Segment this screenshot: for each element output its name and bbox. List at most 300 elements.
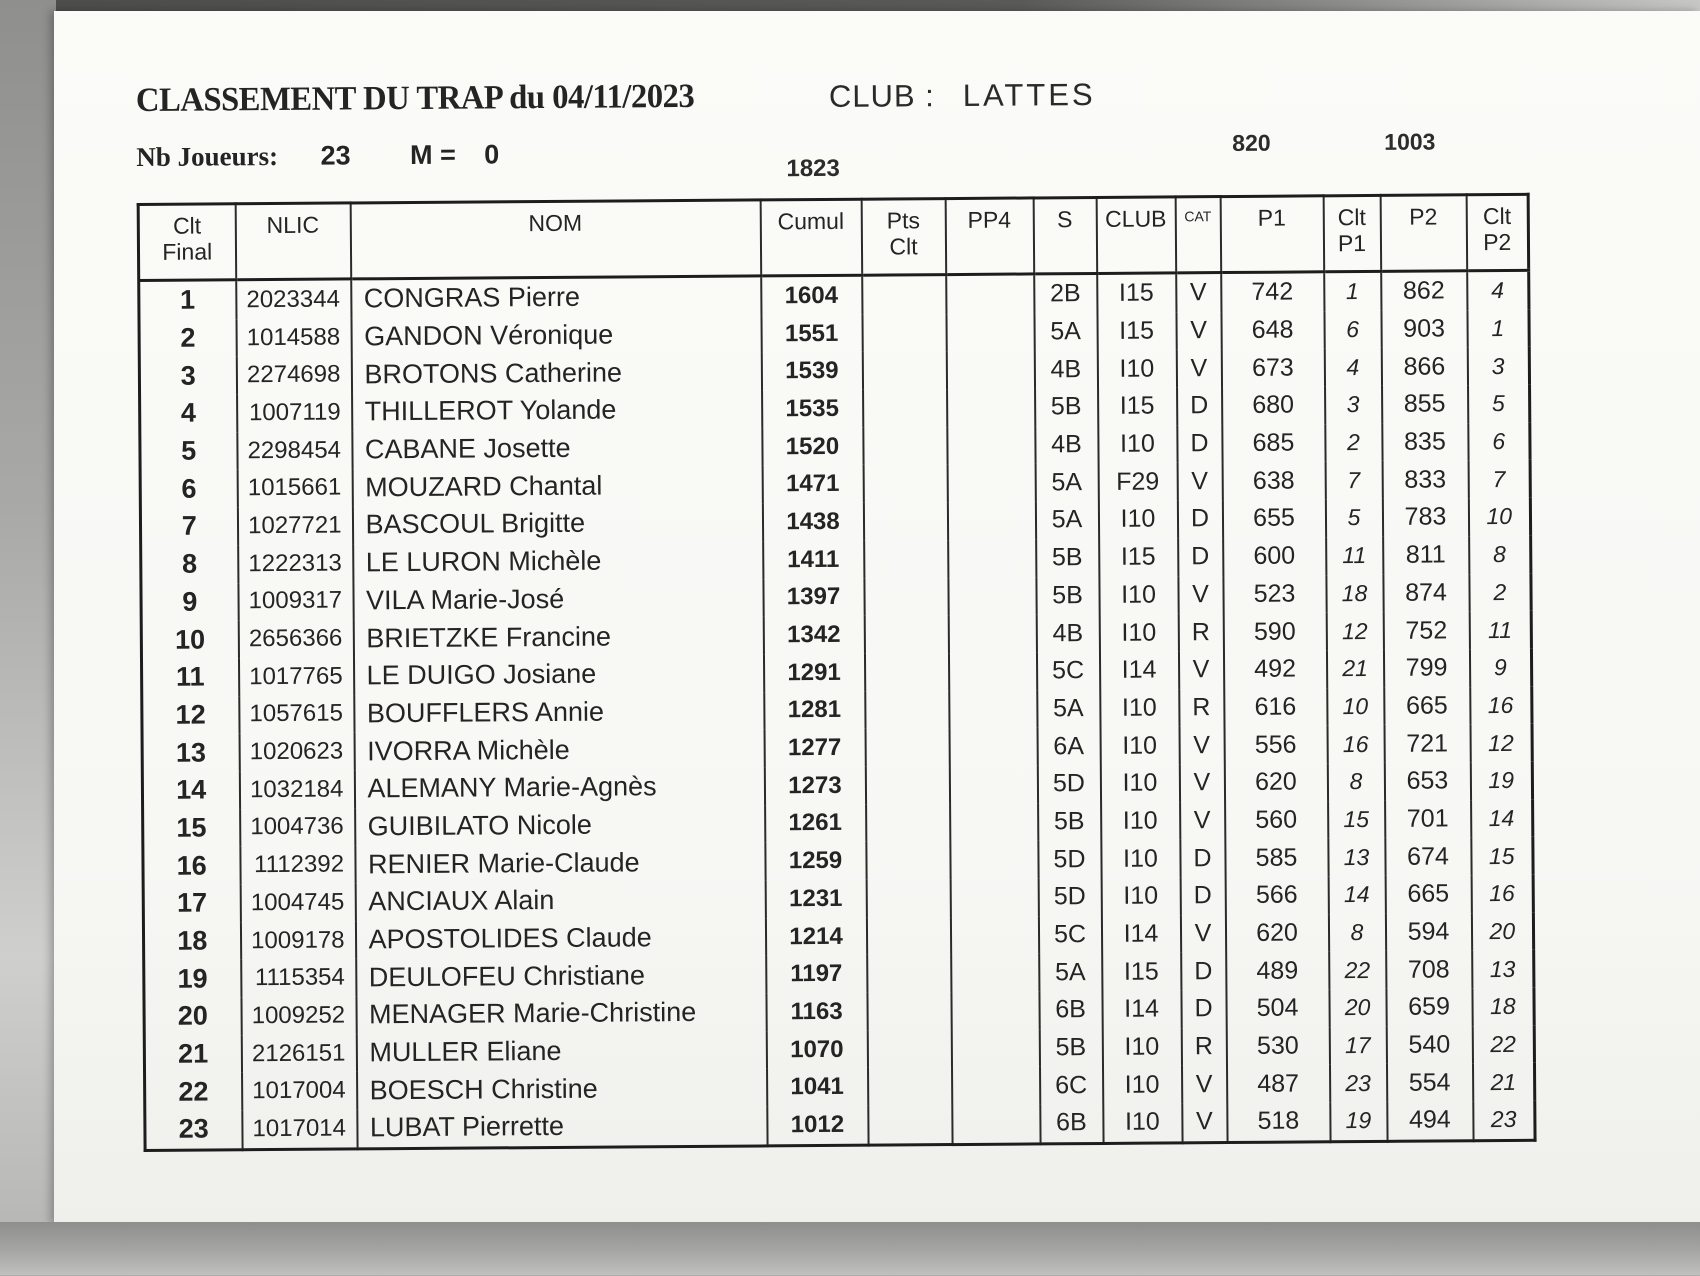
cell-p1: 492 [1223, 650, 1326, 688]
cell-p1: 638 [1222, 462, 1325, 500]
cell-clt-final: 7 [140, 507, 237, 545]
cell-pp4 [952, 1067, 1040, 1105]
cell-cat: R [1178, 613, 1223, 651]
cell-clt-final: 16 [143, 847, 240, 885]
column-header-p1: P1 [1220, 196, 1324, 273]
cell-nlic: 1007119 [237, 394, 352, 433]
cell-p1: 504 [1226, 989, 1329, 1027]
cell-p2: 494 [1387, 1101, 1473, 1141]
cell-club: I10 [1101, 840, 1180, 878]
cell-clt-final: 19 [144, 960, 241, 998]
players-label: Nb Joueurs: [136, 140, 279, 173]
table-body [139, 270, 1535, 1150]
cell-club: I10 [1103, 1104, 1182, 1144]
cell-cumul: 1070 [766, 1030, 867, 1068]
cell-s: 5A [1035, 463, 1098, 501]
cell-pp4 [947, 426, 1035, 464]
cell-cat: R [1179, 689, 1224, 727]
cell-pts-clt [862, 314, 946, 352]
cell-clt-final: 4 [140, 394, 237, 432]
club-line [829, 77, 1096, 115]
cell-club: I14 [1099, 651, 1178, 689]
cell-clt-p1: 8 [1328, 914, 1385, 952]
header-row [138, 194, 1529, 280]
cell-clt-p1: 15 [1328, 801, 1385, 839]
cell-cat: D [1181, 952, 1226, 990]
cell-clt-final: 11 [141, 658, 238, 696]
cell-nom: LE LURON Michèle [353, 541, 763, 582]
cell-clt-final: 6 [140, 470, 237, 508]
cell-cumul: 1041 [767, 1068, 868, 1106]
cell-nlic: 1015661 [237, 469, 352, 508]
column-header-clt-p1: Clt P1 [1323, 195, 1381, 271]
cell-s: 5B [1036, 576, 1099, 614]
cell-s: 5A [1034, 313, 1097, 351]
cell-clt-p2: 1 [1467, 309, 1529, 347]
cell-nom: BOESCH Christine [357, 1069, 767, 1110]
cell-clt-p1: 17 [1329, 1027, 1386, 1065]
cell-p1: 585 [1225, 839, 1328, 877]
cell-p1: 600 [1223, 537, 1326, 575]
cell-pp4 [947, 502, 1035, 540]
cell-pp4 [950, 841, 1038, 879]
cell-cumul: 1539 [761, 352, 862, 390]
column-header-clt-p2: Clt P2 [1466, 194, 1529, 270]
cell-clt-p2: 7 [1468, 460, 1530, 498]
cell-clt-final: 15 [143, 809, 240, 847]
cell-p2: 665 [1384, 687, 1470, 725]
cell-pp4 [951, 1029, 1039, 1067]
cell-p2: 540 [1386, 1026, 1472, 1064]
cell-p2: 855 [1382, 385, 1468, 423]
cell-pts-clt [866, 917, 950, 955]
cell-nlic: 2023344 [236, 279, 351, 319]
cell-p1: 530 [1226, 1027, 1329, 1065]
cell-clt-p2: 10 [1468, 498, 1530, 536]
cell-clt-p2: 18 [1472, 988, 1534, 1026]
cell-cat: V [1177, 463, 1222, 501]
cell-nlic: 1017014 [242, 1110, 357, 1150]
cell-pp4 [952, 1105, 1040, 1145]
cell-nom: VILA Marie-José [353, 579, 763, 620]
cell-clt-final: 22 [145, 1073, 242, 1111]
cell-clt-final: 2 [139, 319, 236, 357]
cell-clt-final: 21 [144, 1035, 241, 1073]
cell-p1: 523 [1223, 575, 1326, 613]
cell-cumul: 1291 [763, 654, 864, 692]
cell-nlic: 2298454 [237, 431, 352, 470]
cell-cumul: 1604 [761, 275, 862, 315]
cell-clt-p1: 23 [1329, 1064, 1386, 1102]
cell-cumul: 1214 [765, 917, 866, 955]
cell-p1: 685 [1222, 424, 1325, 462]
cell-cat: V [1179, 764, 1224, 802]
cell-nlic: 1014588 [236, 318, 351, 357]
cell-pts-clt [864, 578, 948, 616]
cell-cat: V [1182, 1103, 1227, 1143]
cell-s: 5B [1035, 388, 1098, 426]
cell-pts-clt [867, 992, 951, 1030]
cell-cat: D [1177, 425, 1222, 463]
cell-cat: V [1178, 576, 1223, 614]
cell-club: I14 [1102, 990, 1181, 1028]
column-header-s: S [1033, 197, 1097, 273]
cell-cat: V [1179, 726, 1224, 764]
table-header [138, 194, 1529, 280]
cell-clt-p1: 1 [1324, 271, 1381, 311]
cell-cumul: 1163 [766, 993, 867, 1031]
cell-clt-final: 9 [141, 583, 238, 621]
cell-clt-p1: 11 [1326, 537, 1383, 575]
cell-clt-p2: 5 [1468, 385, 1530, 423]
cell-nom: THILLEROT Yolande [352, 390, 762, 431]
cell-nlic: 2274698 [236, 356, 351, 395]
cell-p1: 655 [1222, 499, 1325, 537]
cell-cat: D [1178, 538, 1223, 576]
cell-clt-p2: 22 [1472, 1026, 1534, 1064]
cell-pts-clt [864, 615, 948, 653]
cell-clt-p2: 16 [1470, 686, 1532, 724]
cell-pts-clt [865, 691, 949, 729]
cell-nlic: 1017765 [238, 657, 353, 696]
cell-s: 5C [1036, 652, 1099, 690]
cell-pts-clt [866, 879, 950, 917]
cell-p2: 665 [1385, 875, 1471, 913]
cell-nlic: 1004736 [240, 808, 355, 847]
cell-p1: 680 [1222, 386, 1325, 424]
cell-cat: V [1176, 312, 1221, 350]
cell-clt-p1: 14 [1328, 876, 1385, 914]
cell-club: I10 [1098, 501, 1177, 539]
cell-club: F29 [1098, 463, 1177, 501]
cell-pp4 [950, 916, 1038, 954]
cell-p1: 566 [1225, 876, 1328, 914]
cell-nom: CABANE Josette [352, 428, 762, 469]
cell-clt-final: 12 [142, 696, 239, 734]
cell-nlic: 1020623 [239, 733, 354, 772]
cell-nom: LE DUIGO Josiane [353, 654, 763, 695]
column-header-cat: CAT [1175, 197, 1221, 273]
cell-club: I15 [1102, 953, 1181, 991]
cell-clt-final: 20 [144, 997, 241, 1035]
cell-s: 5A [1039, 953, 1102, 991]
cell-pp4 [949, 728, 1037, 766]
cell-club: I10 [1099, 576, 1178, 614]
cell-clt-p1: 22 [1329, 951, 1386, 989]
cell-s: 5D [1038, 878, 1101, 916]
cell-p2: 594 [1385, 913, 1471, 951]
cell-s: 6B [1039, 991, 1102, 1029]
cell-club: I10 [1098, 425, 1177, 463]
cell-clt-p2: 21 [1472, 1063, 1534, 1101]
cell-clt-p1: 19 [1330, 1102, 1387, 1142]
column-header-nom: NOM [350, 200, 761, 279]
cell-p1: 487 [1227, 1065, 1330, 1103]
cell-p2: 903 [1381, 310, 1467, 348]
cell-clt-p1: 13 [1328, 838, 1385, 876]
cell-cat: D [1181, 990, 1226, 1028]
cell-clt-p2: 15 [1471, 837, 1533, 875]
cell-cumul: 1471 [762, 465, 863, 503]
cell-pp4 [951, 991, 1039, 1029]
cell-cat: V [1182, 1065, 1227, 1103]
cell-cumul: 1438 [762, 503, 863, 541]
cell-nom: IVORRA Michèle [354, 730, 764, 771]
column-header-clt-final: Clt Final [138, 204, 236, 281]
cell-p2: 835 [1382, 423, 1468, 461]
cell-pts-clt [864, 540, 948, 578]
cell-clt-p1: 21 [1326, 650, 1383, 688]
cell-club: I10 [1100, 689, 1179, 727]
cell-clt-p2: 14 [1471, 799, 1533, 837]
cell-cumul: 1411 [763, 541, 864, 579]
cell-pp4 [949, 690, 1037, 728]
cell-club: I10 [1103, 1066, 1182, 1104]
cell-s: 5A [1035, 501, 1098, 539]
column-header-club: CLUB [1096, 197, 1176, 274]
cell-nom: ANCIAUX Alain [355, 880, 765, 921]
cell-clt-final: 8 [141, 545, 238, 583]
cell-cumul: 1397 [763, 578, 864, 616]
cell-pts-clt [868, 1105, 952, 1145]
cell-p2: 554 [1386, 1064, 1472, 1102]
cell-pp4 [946, 351, 1034, 389]
cell-clt-p2: 23 [1473, 1101, 1535, 1141]
cell-nom: GANDON Véronique [351, 315, 761, 356]
cell-pts-clt [862, 351, 946, 389]
cell-p2: 659 [1386, 988, 1472, 1026]
cell-clt-final: 10 [141, 620, 238, 658]
column-header-nlic: NLIC [235, 203, 351, 280]
cell-pp4 [950, 803, 1038, 841]
cell-nlic: 1009178 [240, 921, 355, 960]
cell-clt-final: 23 [145, 1110, 242, 1150]
cell-pp4 [948, 615, 1036, 653]
cell-p1: 590 [1223, 612, 1326, 650]
cell-p2: 874 [1383, 574, 1469, 612]
cell-p1: 616 [1224, 688, 1327, 726]
cell-nom: MOUZARD Chantal [352, 466, 762, 507]
cell-clt-p2: 2 [1469, 573, 1531, 611]
page-title: CLASSEMENT DU TRAP du 04/11/2023 [135, 77, 695, 120]
cell-pts-clt [866, 841, 950, 879]
cell-clt-p2: 3 [1467, 347, 1529, 385]
cell-s: 4B [1035, 426, 1098, 464]
players-line [136, 139, 499, 173]
cell-nlic: 1032184 [239, 770, 354, 809]
cell-p2: 866 [1381, 348, 1467, 386]
cell-club: I10 [1101, 877, 1180, 915]
cell-pp4 [951, 954, 1039, 992]
cell-cumul: 1197 [766, 955, 867, 993]
cell-clt-p2: 9 [1469, 649, 1531, 687]
cell-cumul: 1231 [765, 880, 866, 918]
cell-nlic: 1112392 [240, 846, 355, 885]
cell-club: I10 [1097, 350, 1176, 388]
cell-nom: GUIBILATO Nicole [355, 805, 765, 846]
cell-club: I15 [1097, 273, 1176, 313]
club-name: LATTES [962, 76, 1096, 113]
cell-club: I10 [1100, 764, 1179, 802]
m-label: M = [409, 139, 456, 171]
cell-pp4 [946, 274, 1034, 314]
cell-cumul: 1281 [764, 691, 865, 729]
cell-p1: 556 [1224, 726, 1327, 764]
cell-clt-p2: 19 [1470, 762, 1532, 800]
cell-clt-p1: 20 [1329, 989, 1386, 1027]
cell-p2: 799 [1383, 649, 1469, 687]
cell-cumul: 1273 [764, 767, 865, 805]
cell-clt-p2: 20 [1471, 912, 1533, 950]
cell-nom: APOSTOLIDES Claude [355, 918, 765, 959]
cell-clt-p1: 8 [1327, 763, 1384, 801]
cell-cat: D [1180, 877, 1225, 915]
cumul-total: 1823 [786, 154, 840, 183]
cell-p2: 862 [1381, 271, 1467, 311]
cell-nom: CONGRAS Pierre [351, 276, 761, 318]
cell-clt-p2: 4 [1467, 270, 1529, 310]
cell-pts-clt [863, 465, 947, 503]
cell-cumul: 1520 [762, 427, 863, 465]
cell-clt-final: 13 [142, 734, 239, 772]
club-label: CLUB : [828, 78, 935, 114]
cell-clt-p2: 11 [1469, 611, 1531, 649]
cell-clt-p1: 18 [1326, 574, 1383, 612]
cell-clt-final: 3 [139, 357, 236, 395]
cell-nom: DEULOFEU Christiane [356, 956, 766, 997]
cell-club: I10 [1099, 614, 1178, 652]
cell-clt-final: 14 [142, 771, 239, 809]
cell-pts-clt [864, 653, 948, 691]
cell-clt-final: 1 [139, 280, 236, 320]
cell-clt-p1: 5 [1325, 499, 1382, 537]
cell-nlic: 1004745 [240, 883, 355, 922]
cell-nlic: 1115354 [241, 959, 356, 998]
p2-total: 1003 [1384, 128, 1436, 155]
column-header-p2: P2 [1380, 195, 1467, 272]
cell-club: I10 [1102, 1028, 1181, 1066]
cell-p2: 783 [1382, 498, 1468, 536]
cell-nom: BASCOUL Brigitte [352, 504, 762, 545]
cell-cumul: 1012 [767, 1106, 868, 1146]
cell-pp4 [948, 577, 1036, 615]
cell-pts-clt [868, 1067, 952, 1105]
cell-clt-p1: 6 [1324, 311, 1381, 349]
cell-pts-clt [863, 502, 947, 540]
cell-nlic: 2656366 [238, 620, 353, 659]
cell-cat: R [1181, 1028, 1226, 1066]
cell-s: 5A [1037, 690, 1100, 728]
cell-pp4 [948, 652, 1036, 690]
cell-pts-clt [867, 954, 951, 992]
cell-clt-p2: 6 [1468, 423, 1530, 461]
cell-cumul: 1277 [764, 729, 865, 767]
cell-pp4 [948, 539, 1036, 577]
cell-club: I10 [1101, 802, 1180, 840]
cell-club: I15 [1097, 312, 1176, 350]
cell-nlic: 1057615 [239, 695, 354, 734]
cell-p2: 674 [1385, 838, 1471, 876]
column-header-cumul: Cumul [760, 199, 862, 276]
cell-cumul: 1551 [761, 314, 862, 352]
cell-cat: V [1178, 651, 1223, 689]
cell-pp4 [949, 765, 1037, 803]
cell-p2: 811 [1383, 536, 1469, 574]
cell-s: 2B [1034, 273, 1097, 313]
cell-pp4 [950, 878, 1038, 916]
cell-p1: 489 [1226, 952, 1329, 990]
cell-cat: V [1180, 802, 1225, 840]
cell-nlic: 1009317 [238, 582, 353, 621]
cell-s: 5B [1039, 1029, 1102, 1067]
cell-cumul: 1535 [762, 390, 863, 428]
cell-p2: 708 [1386, 951, 1472, 989]
cell-nlic: 2126151 [241, 1034, 356, 1073]
cell-clt-p2: 8 [1469, 536, 1531, 574]
cell-clt-p1: 4 [1324, 348, 1381, 386]
cell-s: 6C [1040, 1066, 1103, 1104]
cell-clt-p1: 2 [1325, 424, 1382, 462]
m-value: 0 [484, 139, 500, 170]
cell-s: 5B [1038, 803, 1101, 841]
cell-nlic: 1017004 [242, 1072, 357, 1111]
cell-cat: V [1180, 915, 1225, 953]
cell-cat: D [1177, 387, 1222, 425]
cell-clt-p1: 16 [1327, 725, 1384, 763]
cell-clt-p2: 16 [1471, 875, 1533, 913]
cell-nom: BOUFFLERS Annie [354, 692, 764, 733]
cell-nlic: 1027721 [237, 507, 352, 546]
cell-pts-clt [865, 728, 949, 766]
cell-cumul: 1261 [765, 804, 866, 842]
cell-p2: 653 [1384, 762, 1470, 800]
cell-cat: V [1176, 273, 1221, 313]
cell-p1: 648 [1221, 311, 1324, 349]
cell-nom: BROTONS Catherine [351, 353, 761, 394]
cell-nom: MENAGER Marie-Christine [356, 993, 766, 1034]
cell-p1: 620 [1224, 763, 1327, 801]
cell-club: I14 [1101, 915, 1180, 953]
column-header-pts-clt: Pts Clt [861, 199, 946, 276]
cell-p2: 833 [1382, 461, 1468, 499]
cell-clt-p2: 13 [1472, 950, 1534, 988]
cell-nom: MULLER Eliane [356, 1031, 766, 1072]
cell-s: 6B [1040, 1104, 1103, 1144]
cell-s: 5B [1036, 539, 1099, 577]
cell-nom: ALEMANY Marie-Agnès [354, 767, 764, 808]
cell-p1: 673 [1221, 349, 1324, 387]
p1-total: 820 [1232, 129, 1271, 156]
cell-cat: D [1177, 500, 1222, 538]
cell-s: 5C [1038, 916, 1101, 954]
ranking-table [137, 193, 1537, 1152]
cell-pp4 [946, 313, 1034, 351]
cell-nom: BRIETZKE Francine [353, 617, 763, 658]
cell-p1: 518 [1227, 1102, 1330, 1142]
cell-nom: RENIER Marie-Claude [355, 843, 765, 884]
cell-p2: 701 [1385, 800, 1471, 838]
cell-cumul: 1342 [763, 616, 864, 654]
cell-p1: 742 [1221, 272, 1324, 312]
cell-p1: 620 [1225, 914, 1328, 952]
cell-p1: 560 [1225, 801, 1328, 839]
cell-pts-clt [865, 766, 949, 804]
players-count: 23 [320, 140, 351, 171]
cell-cumul: 1259 [765, 842, 866, 880]
cell-s: 6A [1037, 727, 1100, 765]
cell-clt-p1: 12 [1326, 612, 1383, 650]
cell-pts-clt [863, 427, 947, 465]
